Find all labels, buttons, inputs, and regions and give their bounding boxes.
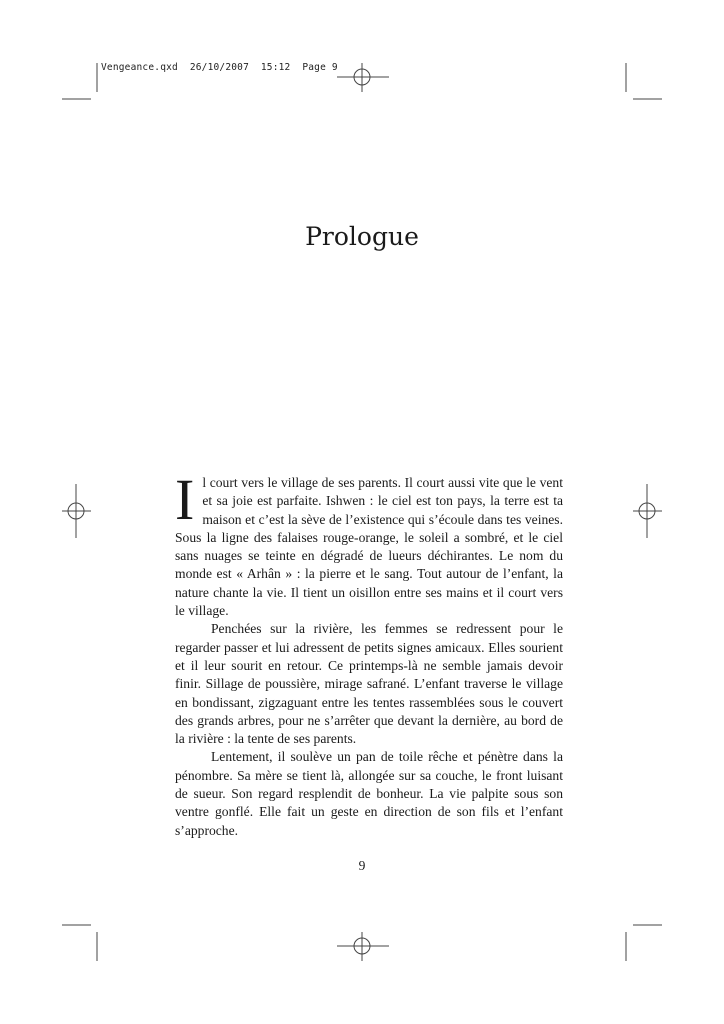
slug-filename: Vengeance.qxd <box>101 62 178 73</box>
chapter-title: Prologue <box>305 222 419 251</box>
paragraph-1 <box>175 467 563 620</box>
paragraph-3: Lentement, il soulève un pan de toile rêche et pénètre dans la pénombre. Sa mère se tient là, allongée sur sa couche, le front luisant de sueur. Son regard resplendit de bonheur. La vie palpite sous son ventre gonflé. Elle fait un geste en direction de son fils et l’enfant s’approche. <box>175 749 563 838</box>
page-number: 9 <box>358 858 366 873</box>
slug-time: 15:12 <box>260 62 291 73</box>
drop-cap: I <box>175 467 195 532</box>
registration-mark-bottom <box>337 932 389 961</box>
paragraph-2: Penchées sur la rivière, les femmes se redressent pour le regarder passer et lui adressent de petits signes amicaux. Elles sourient et il leur sourit en retour. Ce printemps-là ne semble jamais devoir finir. Sillage de poussière, mirage safrané. L’enfant traverse le village en bondissant, zigzaguant entre les tentes rassemblées sous le couvert des grands arbres, pour ne s’arrêter que devant la dernière, au bord de la rivière : la tente de ses parents. <box>175 621 563 747</box>
paragraph-1-text: l court vers le village de ses parents. Il court aussi vite que le vent et sa joie est parfaite. Ishwen : le ciel est ton pays, la terre est ta maison et c’est la sève de l’existence qui s’écoule dans tes veines. Sous la ligne des falaises rouge-orange, le soleil a sombré, et le ciel sans nuages se teinte en dégradé de lueurs déchirantes. Le nom du monde est « Arhân » : la pierre et le sang. Tout autour de l’enfant, la nature chante la vie. Il tient un oisillon entre ses mains et il court vers le village. <box>175 475 563 619</box>
chapter-body <box>175 467 563 840</box>
slug-page: Page 9 <box>302 62 338 73</box>
registration-mark-top <box>337 63 389 92</box>
slug-date: 26/10/2007 <box>189 62 250 73</box>
registration-mark-left <box>62 484 91 538</box>
registration-mark-right <box>633 484 662 538</box>
